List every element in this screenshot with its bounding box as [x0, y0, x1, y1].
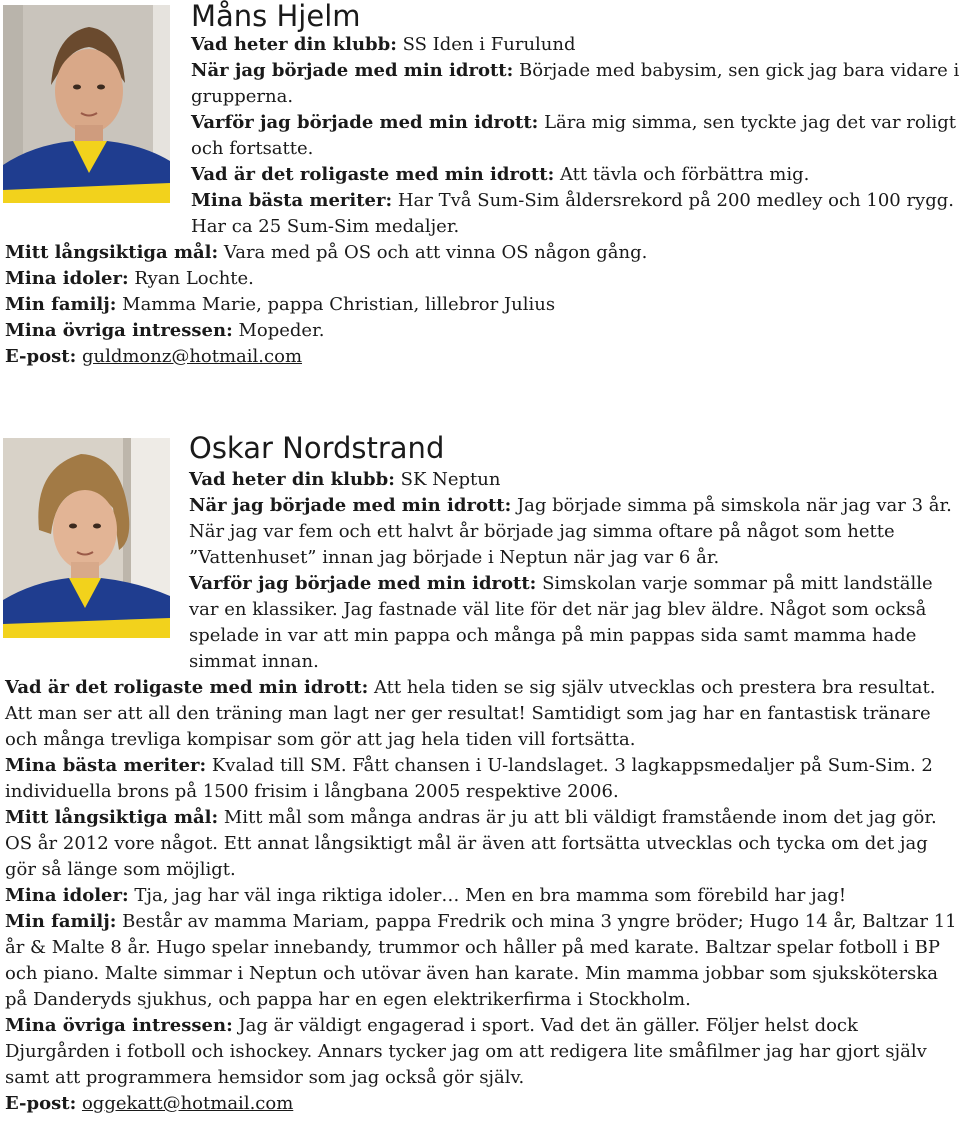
field-label: Mitt långsiktiga mål: — [5, 242, 219, 263]
field-label: Varför jag började med min idrott: — [191, 112, 539, 133]
field-label: Mina övriga intressen: — [5, 1015, 233, 1036]
field-value: Simskolan varje sommar på mitt landställe var en klassiker. Jag fastnade väl lite för det när jag blev äldre. Något som också spelade in var att min pappa och många på min pappas sida samt mamma hade simmat innan. — [189, 573, 933, 672]
field-value: SS Iden i Furulund — [402, 34, 576, 55]
profile-field — [5, 753, 960, 805]
field-value: Att tävla och förbättra mig. — [559, 164, 810, 185]
field-value: Att hela tiden se sig själv utvecklas och prestera bra resultat. Att man ser att all den träning man lagt ner ger resultat! Samtidigt som jag har en fantastisk tränare och många trevliga kompisar som gör att jag hela tiden vill fortsätta. — [5, 677, 936, 750]
field-label: Mina övriga intressen: — [5, 320, 233, 341]
field-label: Vad är det roligaste med min idrott: — [5, 677, 369, 698]
field-value: Tja, jag har väl inga riktiga idoler… Men en bra mamma som förebild har jag! — [134, 885, 847, 906]
profile-field — [5, 344, 960, 370]
profile-field — [5, 240, 960, 266]
field-label: Vad heter din klubb: — [189, 469, 395, 490]
profile-field — [5, 675, 960, 753]
profile-field — [191, 58, 960, 110]
profile-field — [191, 188, 960, 240]
field-label: När jag började med min idrott: — [189, 495, 512, 516]
field-value: Har Två Sum-Sim åldersrekord på 200 medley och 100 rygg. Har ca 25 Sum-Sim medaljer. — [191, 190, 954, 237]
profile-name: Oskar Nordstrand — [189, 431, 445, 465]
field-label: Vad är det roligaste med min idrott: — [191, 164, 555, 185]
field-value: Ryan Lochte. — [134, 268, 254, 289]
swimmer-portrait-photo — [3, 5, 170, 203]
profile-photo — [3, 438, 170, 638]
field-label: Mina idoler: — [5, 885, 129, 906]
profile-field — [5, 318, 960, 344]
field-value: Vara med på OS och att vinna OS någon gång. — [223, 242, 648, 263]
field-label: Mina bästa meriter: — [5, 755, 207, 776]
profile-field — [191, 32, 960, 58]
profile-field — [5, 1091, 960, 1117]
field-value: SK Neptun — [400, 469, 501, 490]
field-value: Mamma Marie, pappa Christian, lillebror Julius — [122, 294, 556, 315]
profile-field — [5, 805, 960, 883]
field-label: Mina idoler: — [5, 268, 129, 289]
email-link[interactable]: guldmonz@hotmail.com — [81, 346, 303, 367]
field-label: Mitt långsiktiga mål: — [5, 807, 219, 828]
profile-name: Måns Hjelm — [191, 0, 361, 33]
profile-field — [5, 883, 960, 909]
email-link[interactable]: oggekatt@hotmail.com — [81, 1093, 294, 1114]
field-label: När jag började med min idrott: — [191, 60, 514, 81]
field-value: Mitt mål som många andras är ju att bli väldigt framstående inom det jag gör. OS år 2012 vore något. Ett annat långsiktigt mål är även att fortsätta utvecklas och tycka om det jag gör så länge som möjligt. — [5, 807, 937, 880]
profile-field — [191, 162, 960, 188]
field-value: Består av mamma Mariam, pappa Fredrik och mina 3 yngre bröder; Hugo 14 år, Baltzar 11 år & Malte 8 år. Hugo spelar innebandy, trummor och håller på med karate. Baltzar spelar fotboll i BP och piano. Malte simmar i Neptun och utövar även han karate. Min mamma jobbar som sjuksköterska på Danderyds sjukhus, och pappa har en egen elektrikerfirma i Stockholm. — [5, 911, 957, 1010]
field-label: Varför jag började med min idrott: — [189, 573, 537, 594]
field-label: E-post: — [5, 1093, 77, 1114]
field-label: Mina bästa meriter: — [191, 190, 393, 211]
field-value: Mopeder. — [238, 320, 325, 341]
field-label: Vad heter din klubb: — [191, 34, 397, 55]
profile-field — [189, 467, 960, 493]
field-value: Började med babysim, sen gick jag bara vidare i grupperna. — [191, 60, 960, 107]
field-label: E-post: — [5, 346, 77, 367]
profile-field — [5, 909, 960, 1013]
field-value: Lära mig simma, sen tyckte jag det var roligt och fortsatte. — [191, 112, 957, 159]
field-label: Min familj: — [5, 911, 117, 932]
field-value: Kvalad till SM. Fått chansen i U-landslaget. 3 lagkappsmedaljer på Sum-Sim. 2 individuella brons på 1500 frisim i långbana 2005 respektive 2006. — [5, 755, 933, 802]
profile-field — [191, 110, 960, 162]
profile-field — [5, 1013, 960, 1091]
profile-field — [189, 493, 960, 571]
profile-photo — [3, 5, 170, 203]
field-value: Jag började simma på simskola när jag var 3 år. När jag var fem och ett halvt år började jag simma oftare på något som hette ”Vattenhuset” innan jag började i Neptun när jag var 6 år. — [189, 495, 952, 568]
profile-field — [5, 292, 960, 318]
profile-field — [5, 266, 960, 292]
swimmer-portrait-photo — [3, 438, 170, 638]
profile-field — [189, 571, 960, 675]
field-value: Jag är väldigt engagerad i sport. Vad det än gäller. Följer helst dock Djurgården i fotboll och ishockey. Annars tycker jag om att redigera lite småfilmer jag har gjort själv samt att programmera hemsidor som jag också gör själv. — [5, 1015, 927, 1088]
field-label: Min familj: — [5, 294, 117, 315]
